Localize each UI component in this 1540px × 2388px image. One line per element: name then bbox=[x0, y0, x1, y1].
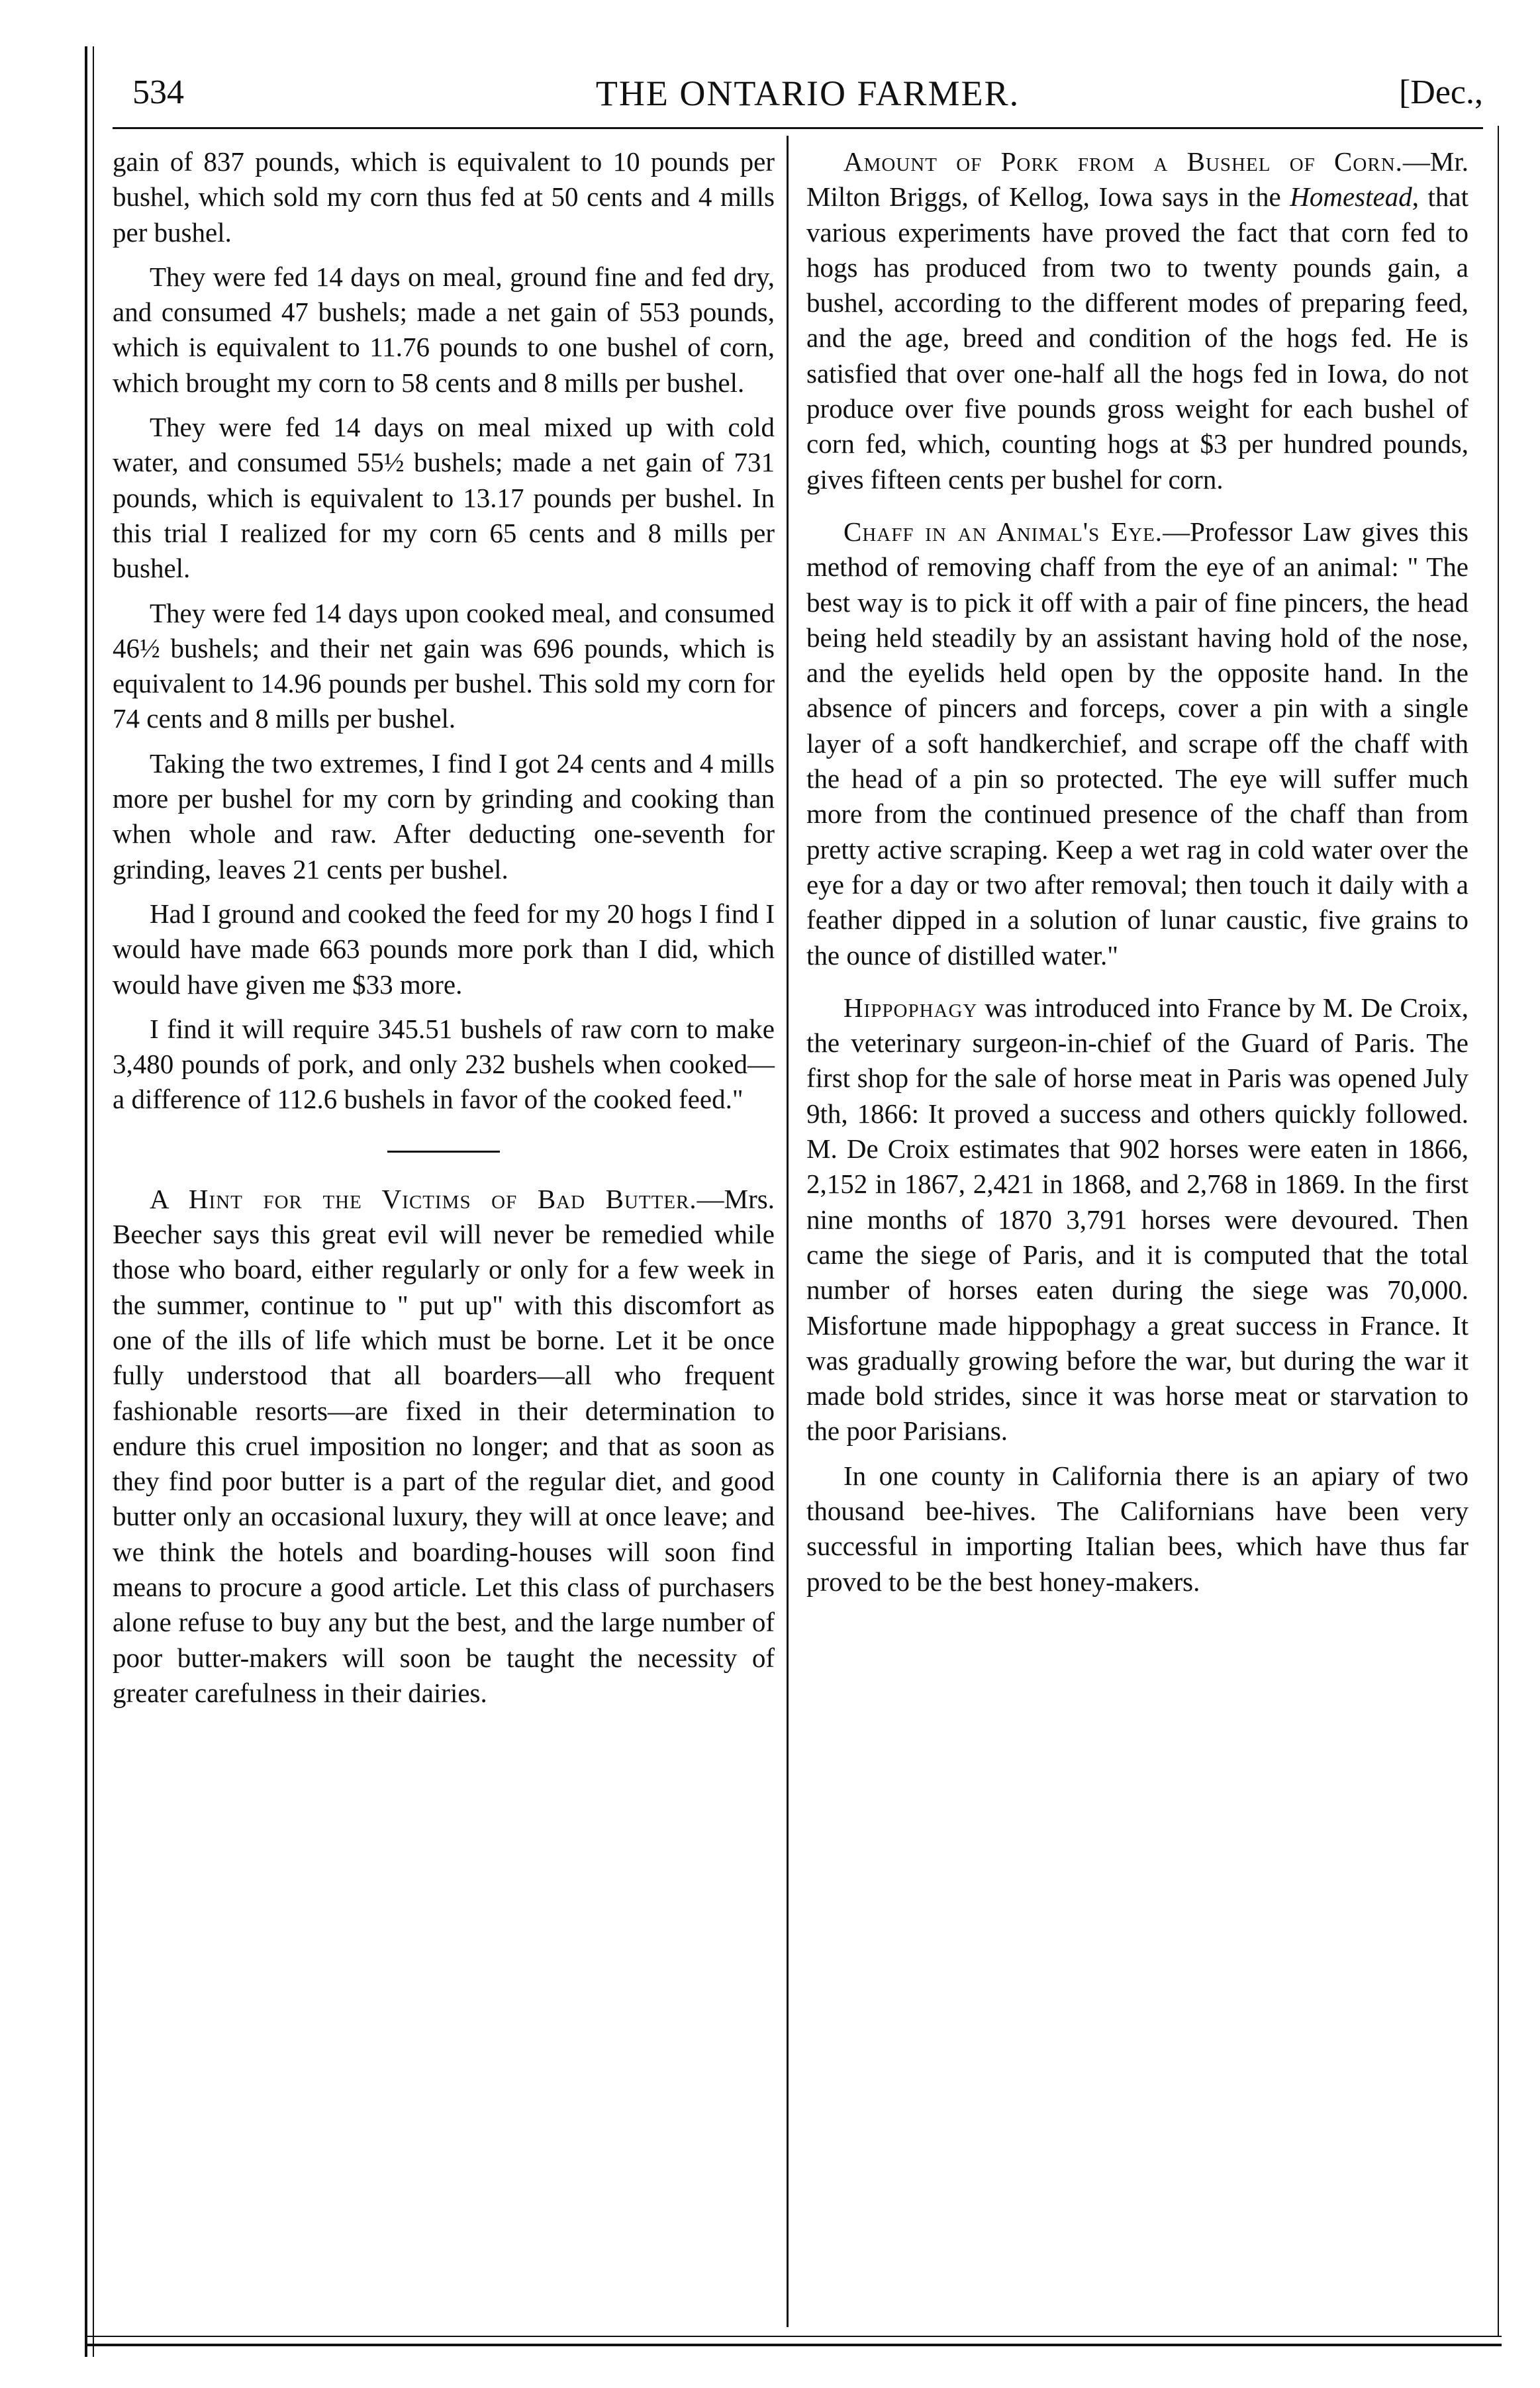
paragraph-bushels: I find it will require 345.51 bushels of raw corn to make 3,480 pounds of pork, and only 232 bushels when cooked—a difference of 112.6 bushels in favor of the cooked feed." bbox=[113, 1013, 775, 1115]
article-hippophagy bbox=[806, 990, 1468, 1449]
article-chaff bbox=[806, 514, 1468, 973]
header-rule bbox=[113, 127, 1483, 129]
article-text-butter: —Mrs. Beecher says this great evil will never be remedied while those who board, either regularly or only for a few week in the summer, continue to " put up" with this discomfort as one of the ills of life which must be borne. Let it be once fully understood that all boarders—all who frequent fashionable resorts—are fixed in their determination to endure this cruel imposition no longer; and that as soon as they find poor butter is a part of the regular diet, and good butter only an occasional luxury, they will at once leave; and we think the hotels and boarding-houses will soon find means to procure a good article. Let this class of purchasers alone refuse to buy any but the best, and the large number of poor butter-makers will soon be taught the necessity of greater carefulness in their dairies. bbox=[113, 1183, 775, 1708]
article-bees: In one county in California there is an apiary of two thousand bee-hives. The Californians have been very successful in importing Italian bees, which have thus far proved to be the best honey-makers. bbox=[806, 1460, 1468, 1597]
paragraph-extremes: Taking the two extremes, I find I got 24 cents and 4 mills more per bushel for my corn by grinding and cooking than when whole and raw. After deducting one-seventh for grinding, leaves 21 cents per bushel. bbox=[113, 747, 775, 884]
bottom-border-2 bbox=[85, 2344, 1502, 2346]
paragraph-gain: gain of 837 pounds, which is equivalent to 10 pounds per bushel, which sold my corn thus fed at 50 cents and 4 mills per bushel. bbox=[113, 146, 775, 248]
article-heading-butter: A Hint for the Victims of Bad Butter. bbox=[150, 1183, 697, 1214]
article-text-pork-2: , that various experiments have proved the fact that corn fed to hogs has produced from two to twenty pounds gain, a bushel, according to the different modes of preparing feed, and the age, breed and condition of the hogs fed. He is satisfied that over one-half all the hogs fed in Iowa, do not produce over five pounds gross weight for each bushel of corn fed, which, counting hogs at $3 per hundred pounds, gives fifteen cents per bushel for corn. bbox=[806, 181, 1468, 495]
paragraph-cooked-meal: They were fed 14 days upon cooked meal, and consumed 46½ bushels; and their net gain was 696 pounds, which is equivalent to 14.96 pounds per bushel. This sold my corn for 74 cents and 8 mills per bushel. bbox=[113, 597, 775, 734]
article-text-pork: —Mr. Milton Briggs, of Kellog, Iowa says in the bbox=[806, 146, 1468, 213]
article-heading-hippophagy: Hippophagy bbox=[843, 992, 978, 1023]
page-header bbox=[132, 66, 1483, 126]
article-text-chaff: —Professor Law gives this method of removing chaff from the eye of an animal: " The best way is to pick it off with a pair of fine pincers, the head being held steadily by an assistant having hold of the nose, and the eyelids held open by the opposite hand. In the absence of pincers and forceps, cover a pin with a single layer of a soft handkerchief, and scrape off the chaff with the head of a pin so protected. The eye will suffer much more from the continued presence of the chaff than from pretty active scraping. Keep a wet rag in cold water over the eye for a day or two after removal; then touch it daily with a feather dipped in a solution of lunar caustic, five grains to the ounce of distilled water." bbox=[806, 516, 1468, 971]
left-column bbox=[113, 144, 775, 1720]
issue-month: [Dec., bbox=[1398, 73, 1483, 111]
article-heading-pork: Amount of Pork from a Bushel of Corn. bbox=[843, 146, 1403, 177]
column-divider bbox=[787, 136, 789, 2327]
left-border-inner bbox=[93, 46, 94, 2357]
paragraph-cold-water: They were fed 14 days on meal mixed up with cold water, and consumed 55½ bushels; made a net gain of 731 pounds, which is equivalent to 13.17 pounds per bushel. In this trial I realized for my corn 65 cents and 8 mills per bushel. bbox=[113, 412, 775, 584]
bottom-border-1 bbox=[85, 2336, 1502, 2337]
article-bad-butter bbox=[113, 1182, 775, 1711]
publication-name: Homestead bbox=[1290, 181, 1412, 213]
right-border bbox=[1498, 126, 1499, 2337]
section-separator bbox=[387, 1151, 500, 1153]
page-number: 534 bbox=[132, 73, 184, 111]
page-title: THE ONTARIO FARMER. bbox=[595, 73, 1020, 113]
paragraph-dry-meal: They were fed 14 days on meal, ground fine and fed dry, and consumed 47 bushels; made a net gain of 553 pounds, which is equivalent to 11.76 pounds to one bushel of corn, which brought my corn to 58 cents and 8 mills per bushel. bbox=[113, 261, 775, 398]
article-heading-chaff: Chaff in an Animal's Eye. bbox=[843, 516, 1163, 547]
article-pork bbox=[806, 144, 1468, 497]
article-text-hippophagy: was introduced into France by M. De Croix, the veterinary surgeon-in-chief of the Guard of Paris. The first shop for the sale of horse meat in Paris was opened July 9th, 1866: It proved a success and others quickly followed. M. De Croix estimates that 902 horses were eaten in 1866, 2,152 in 1867, 2,421 in 1868, and 2,768 in 1869. In the first nine months of 1870 3,791 horses were devoured. Then came the siege of Paris, and it is computed that the total number of horses eaten during the siege was 70,000. Misfortune made hippophagy a great success in France. It was gradually growing before the war, but during the war it made bold strides, since it was horse meat or starvation to the poor Parisians. bbox=[806, 992, 1468, 1447]
left-border-outer bbox=[85, 46, 87, 2357]
right-column bbox=[806, 144, 1468, 1609]
paragraph-hogs: Had I ground and cooked the feed for my 20 hogs I find I would have made 663 pounds more pork than I did, which would have given me $33 more. bbox=[113, 898, 775, 1000]
